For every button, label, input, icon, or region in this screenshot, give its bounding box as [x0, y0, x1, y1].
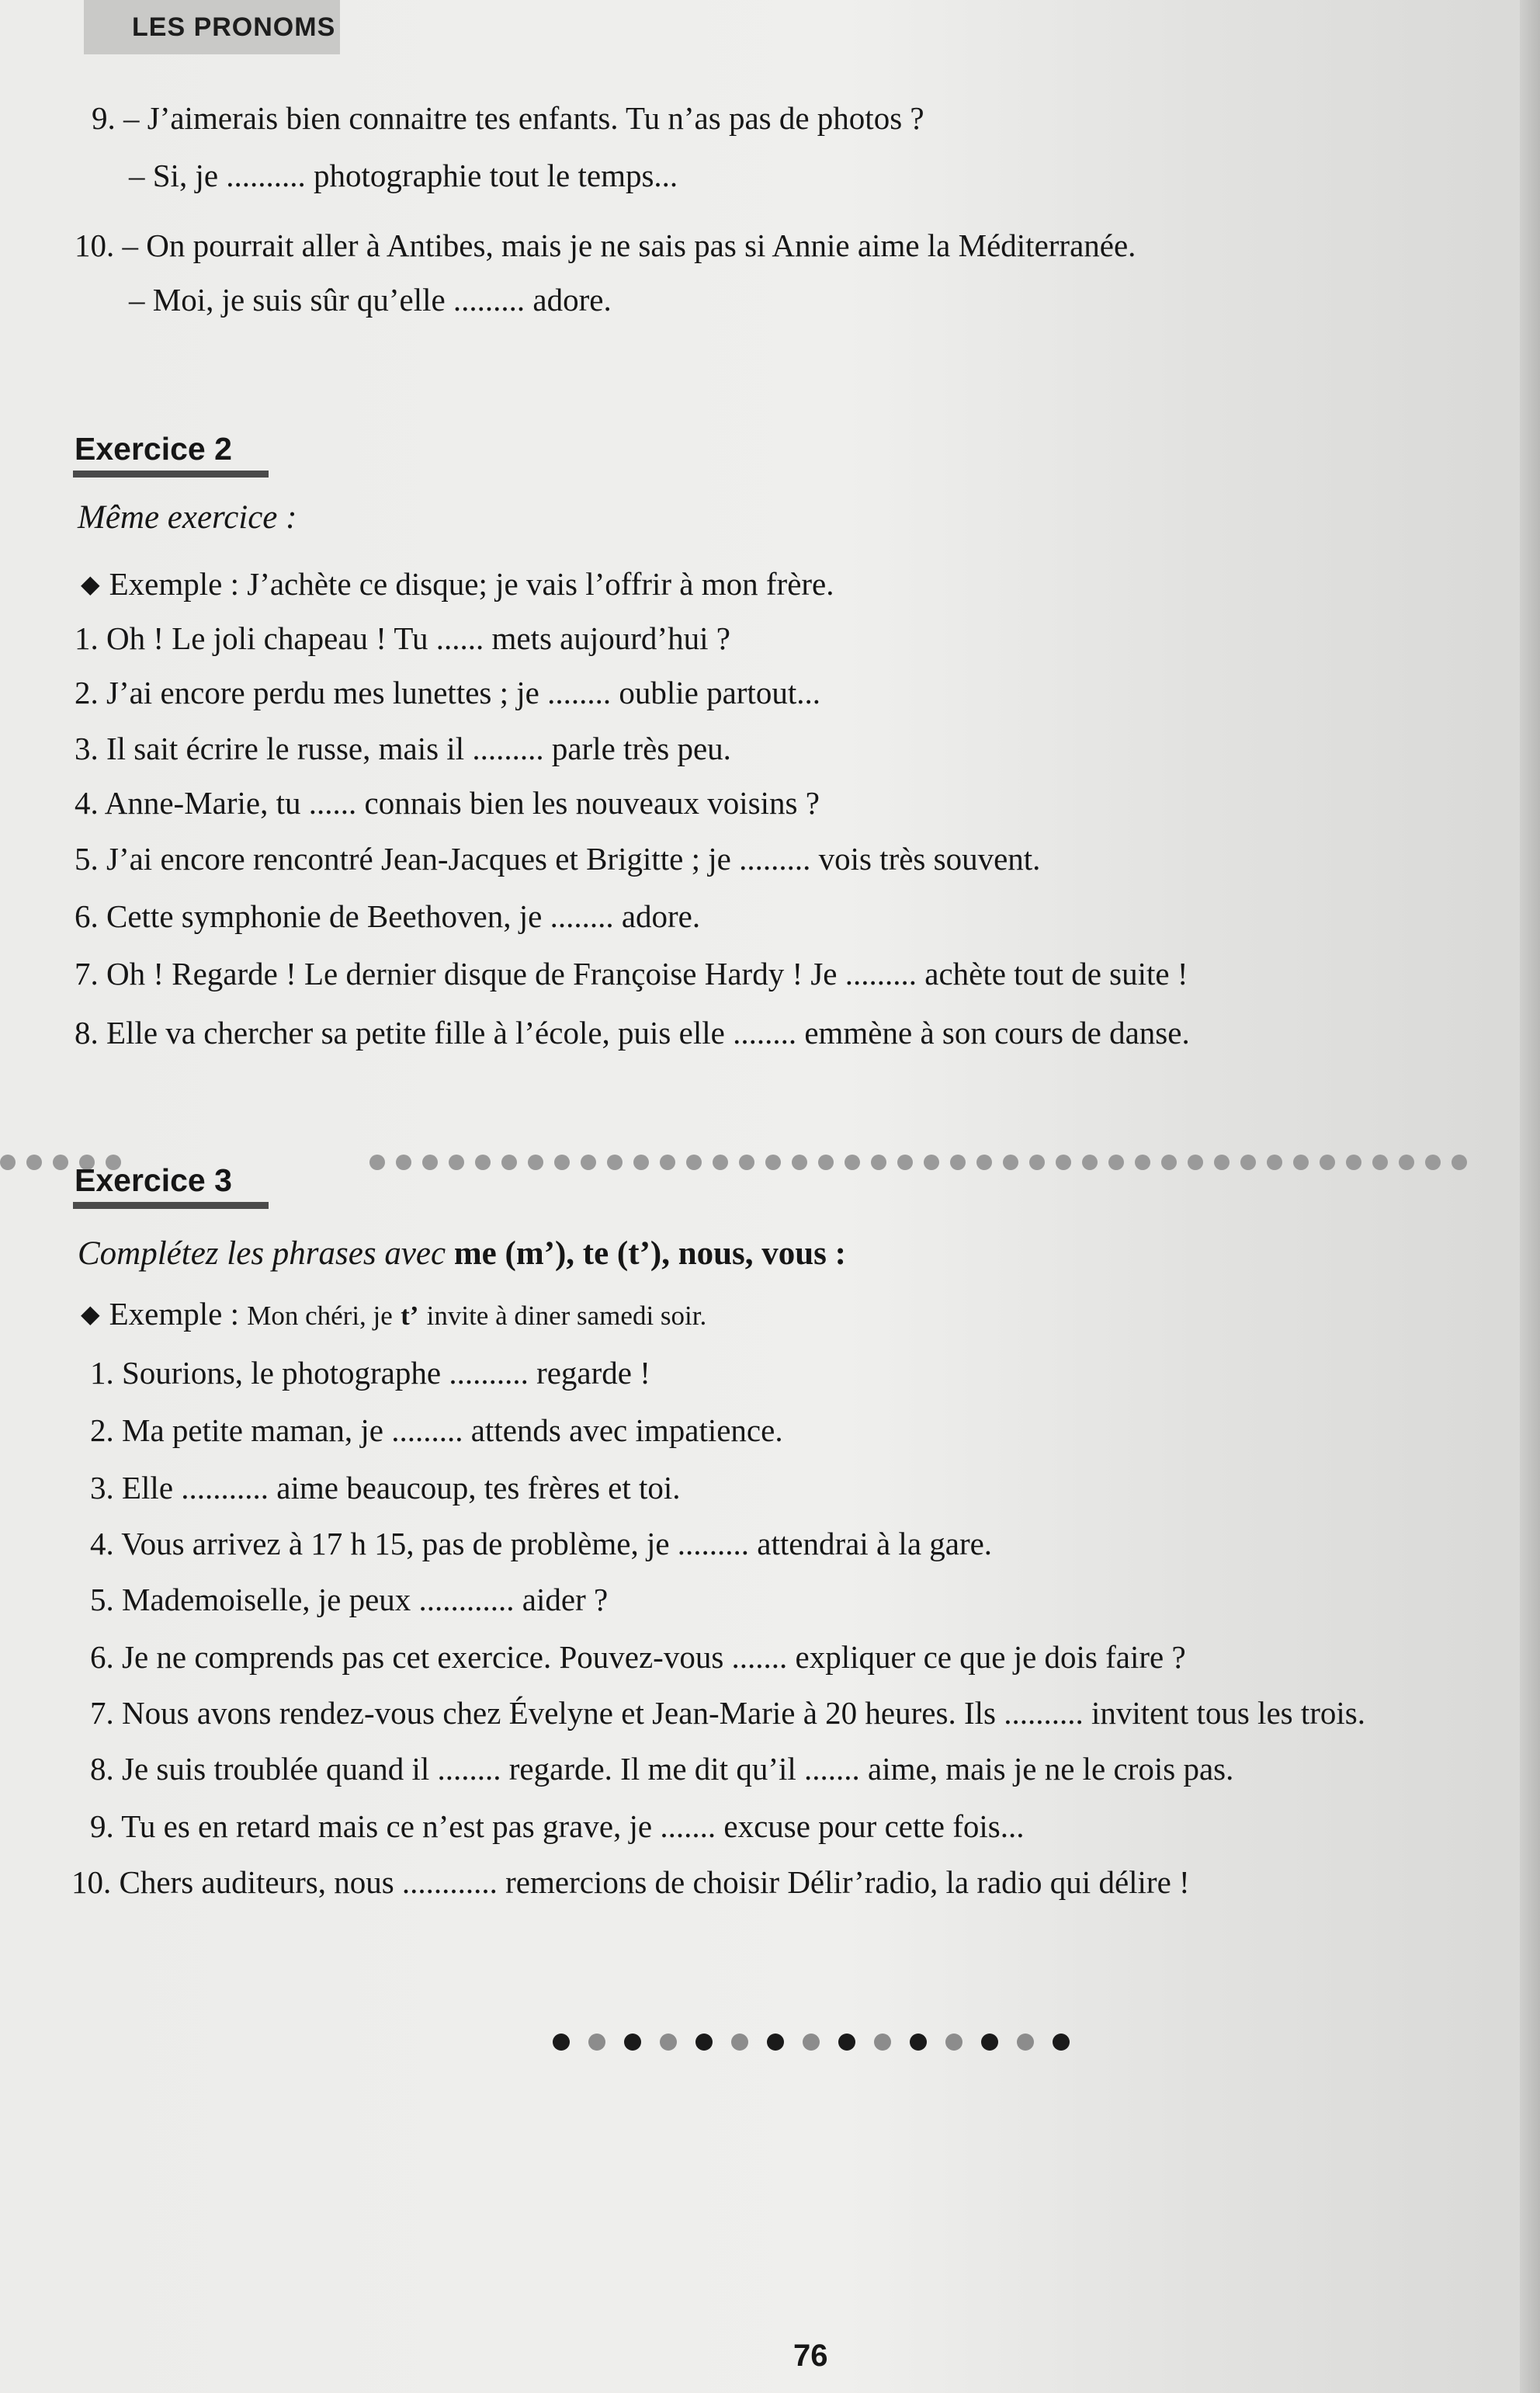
divider-dot — [607, 1155, 623, 1170]
list-item — [75, 896, 700, 936]
item-number: 2. — [75, 675, 99, 710]
divider-dot — [1293, 1155, 1309, 1170]
divider-dot — [396, 1155, 411, 1170]
divider-dot — [501, 1155, 517, 1170]
ornament-dot — [874, 2034, 891, 2051]
list-item — [90, 1467, 681, 1508]
instruction-suffix: : — [826, 1235, 846, 1272]
ornament-dot — [1053, 2034, 1070, 2051]
divider-dot — [633, 1155, 649, 1170]
list-item — [75, 783, 820, 823]
list-item — [75, 225, 1136, 266]
list-item — [75, 953, 1188, 994]
example-text-before: Mon chéri, je — [247, 1301, 393, 1331]
divider-dot — [26, 1155, 42, 1170]
divider-dot — [871, 1155, 886, 1170]
item-text: Cette symphonie de Beethoven, je ........ adore. — [106, 898, 701, 934]
ornament-dot — [588, 2034, 605, 2051]
section-header-label: LES PRONOMS — [132, 12, 336, 42]
item-text: Sourions, le photographe .......... regarde ! — [122, 1355, 650, 1391]
ornament-dot — [660, 2034, 677, 2051]
exercise-3-underline — [73, 1202, 269, 1209]
page-number: 76 — [793, 2339, 828, 2373]
example-label: Exemple : — [109, 1296, 239, 1332]
divider-dot — [713, 1155, 728, 1170]
item-number: 10. — [71, 1864, 112, 1900]
divider-dot — [897, 1155, 913, 1170]
item-text: Mademoiselle, je peux ............ aider ? — [122, 1582, 609, 1617]
example-answer: t’ — [401, 1301, 419, 1331]
list-item — [92, 98, 924, 138]
instruction-prefix: Complétez les phrases avec — [78, 1235, 446, 1272]
item-text: Elle ........... aime beaucoup, tes frères et toi. — [122, 1470, 681, 1506]
item-text: Vous arrivez à 17 h 15, pas de problème, je ......... attendrai à la gare. — [121, 1526, 993, 1561]
exercise-2-title: Exercice 2 — [75, 431, 232, 467]
item-number: 3. — [75, 731, 99, 766]
list-item-reply — [129, 280, 612, 320]
list-item — [75, 618, 730, 658]
divider-dot — [581, 1155, 596, 1170]
divider-dot — [1188, 1155, 1203, 1170]
instruction-pronouns: me (m’), te (t’), nous, vous — [453, 1235, 827, 1272]
item-text: – Si, je .......... photographie tout le temps... — [129, 158, 678, 193]
item-number: 9. — [92, 100, 116, 136]
divider-dot — [686, 1155, 702, 1170]
list-item — [90, 1637, 1186, 1677]
divider-dot — [1003, 1155, 1018, 1170]
item-number: 3. — [90, 1470, 114, 1506]
item-text: Je suis troublée quand il ........ regarde. Il me dit qu’il ....... aime, mais je ne le crois pas. — [122, 1751, 1234, 1787]
list-item — [90, 1523, 992, 1564]
divider-dot — [765, 1155, 781, 1170]
divider-dot — [1425, 1155, 1441, 1170]
divider-dot — [976, 1155, 992, 1170]
list-item — [90, 1579, 608, 1620]
list-item — [90, 1410, 783, 1450]
exercise-2-instruction: Même exercice : — [78, 499, 297, 536]
divider-dot — [1346, 1155, 1361, 1170]
divider-dot — [0, 1155, 16, 1170]
divider-dot — [845, 1155, 860, 1170]
item-number: 10. — [75, 227, 115, 263]
divider-dot — [1082, 1155, 1098, 1170]
item-number: 8. — [90, 1751, 114, 1787]
divider-dot — [475, 1155, 491, 1170]
item-number: 4. — [90, 1526, 114, 1561]
ornament-dot — [731, 2034, 748, 2051]
exercise-3-instruction — [78, 1233, 846, 1275]
list-item — [75, 1012, 1190, 1053]
divider-dot — [1161, 1155, 1177, 1170]
exercise-2-underline — [73, 471, 269, 478]
item-text: Anne-Marie, tu ...... connais bien les nouveaux voisins ? — [104, 785, 820, 821]
item-number: 4. — [75, 785, 99, 821]
item-text: Chers auditeurs, nous ............ remercions de choisir Délir’radio, la radio qui délire ! — [119, 1864, 1190, 1900]
list-item — [75, 839, 1040, 879]
item-number: 7. — [90, 1695, 114, 1731]
item-number: 9. — [90, 1808, 114, 1844]
item-text: Oh ! Regarde ! Le dernier disque de Françoise Hardy ! Je ......... achète tout de suite ! — [106, 956, 1188, 992]
item-number: 5. — [90, 1582, 114, 1617]
divider-dot — [1267, 1155, 1282, 1170]
ornament-dot — [910, 2034, 927, 2051]
item-number: 8. — [75, 1015, 99, 1051]
item-number: 5. — [75, 841, 99, 877]
book-spine-shadow — [1520, 0, 1540, 2393]
list-item — [71, 1862, 1190, 1902]
divider-dot — [53, 1155, 68, 1170]
exercise-3-example — [81, 1294, 706, 1336]
example-text-after: invite à diner samedi soir. — [426, 1301, 707, 1331]
item-text: Nous avons rendez-vous chez Évelyne et Jean-Marie à 20 heures. Ils .......... invitent tous les trois. — [122, 1695, 1365, 1731]
list-item — [75, 728, 731, 769]
item-text: – J’aimerais bien connaitre tes enfants. Tu n’as pas de photos ? — [123, 100, 924, 136]
list-item — [90, 1693, 1365, 1733]
item-text: – Moi, je suis sûr qu’elle ......... adore. — [129, 282, 612, 318]
ornament-dot — [1017, 2034, 1034, 2051]
divider-dot — [1056, 1155, 1071, 1170]
divider-dot — [1029, 1155, 1045, 1170]
divider-dot — [1399, 1155, 1414, 1170]
item-number: 6. — [90, 1639, 114, 1675]
list-item — [90, 1806, 1024, 1846]
divider-dot — [1240, 1155, 1256, 1170]
ornament-dot — [767, 2034, 784, 2051]
ornament-dot — [695, 2034, 713, 2051]
ornament-dot — [838, 2034, 855, 2051]
divider-dot — [1452, 1155, 1467, 1170]
diamond-bullet-icon: ◆ — [81, 570, 100, 598]
item-number: 6. — [75, 898, 99, 934]
bottom-dot-ornament — [553, 2034, 1088, 2051]
divider-dot — [1135, 1155, 1150, 1170]
ornament-dot — [981, 2034, 998, 2051]
list-item — [75, 672, 820, 713]
section-header — [84, 0, 340, 54]
item-text: Oh ! Le joli chapeau ! Tu ...... mets aujourd’hui ? — [106, 620, 730, 656]
divider-dot — [1214, 1155, 1230, 1170]
divider-dot — [950, 1155, 966, 1170]
exercise-2-example — [81, 564, 834, 606]
list-item — [90, 1353, 650, 1393]
item-text: J’ai encore rencontré Jean-Jacques et Brigitte ; je ......... vois très souvent. — [106, 841, 1041, 877]
ornament-dot — [624, 2034, 641, 2051]
item-number: 2. — [90, 1412, 114, 1448]
item-text: Ma petite maman, je ......... attends avec impatience. — [122, 1412, 783, 1448]
list-item — [90, 1749, 1233, 1789]
diamond-bullet-icon: ◆ — [81, 1300, 100, 1328]
item-text: Elle va chercher sa petite fille à l’école, puis elle ........ emmène à son cours de danse. — [106, 1015, 1190, 1051]
divider-dot — [660, 1155, 675, 1170]
item-text: Il sait écrire le russe, mais il ......... parle très peu. — [106, 731, 731, 766]
item-number: 1. — [90, 1355, 114, 1391]
item-number: 1. — [75, 620, 99, 656]
divider-dot — [449, 1155, 464, 1170]
divider-dot — [528, 1155, 543, 1170]
divider-dot — [1372, 1155, 1388, 1170]
divider-dot — [554, 1155, 570, 1170]
divider-dot — [792, 1155, 807, 1170]
divider-dot — [1108, 1155, 1124, 1170]
ornament-dot — [553, 2034, 570, 2051]
list-item-reply — [129, 155, 678, 196]
divider-dot — [1320, 1155, 1335, 1170]
divider-dot — [369, 1155, 385, 1170]
divider-dot — [422, 1155, 438, 1170]
item-text: Je ne comprends pas cet exercice. Pouvez-vous ....... expliquer ce que je dois faire ? — [122, 1639, 1186, 1675]
exercise-3-title: Exercice 3 — [75, 1162, 232, 1198]
ornament-dot — [803, 2034, 820, 2051]
example-label: Exemple : — [109, 566, 239, 602]
example-text: J’achète ce disque; je vais l’offrir à mon frère. — [247, 566, 834, 602]
item-number: 7. — [75, 956, 99, 992]
ornament-dot — [945, 2034, 962, 2051]
divider-dot — [924, 1155, 939, 1170]
item-text: J’ai encore perdu mes lunettes ; je ........ oublie partout... — [106, 675, 820, 710]
divider-dot — [739, 1155, 754, 1170]
item-text: Tu es en retard mais ce n’est pas grave, je ....... excuse pour cette fois... — [121, 1808, 1025, 1844]
item-text: – On pourrait aller à Antibes, mais je ne sais pas si Annie aime la Méditerranée. — [122, 227, 1136, 263]
divider-dot — [818, 1155, 834, 1170]
